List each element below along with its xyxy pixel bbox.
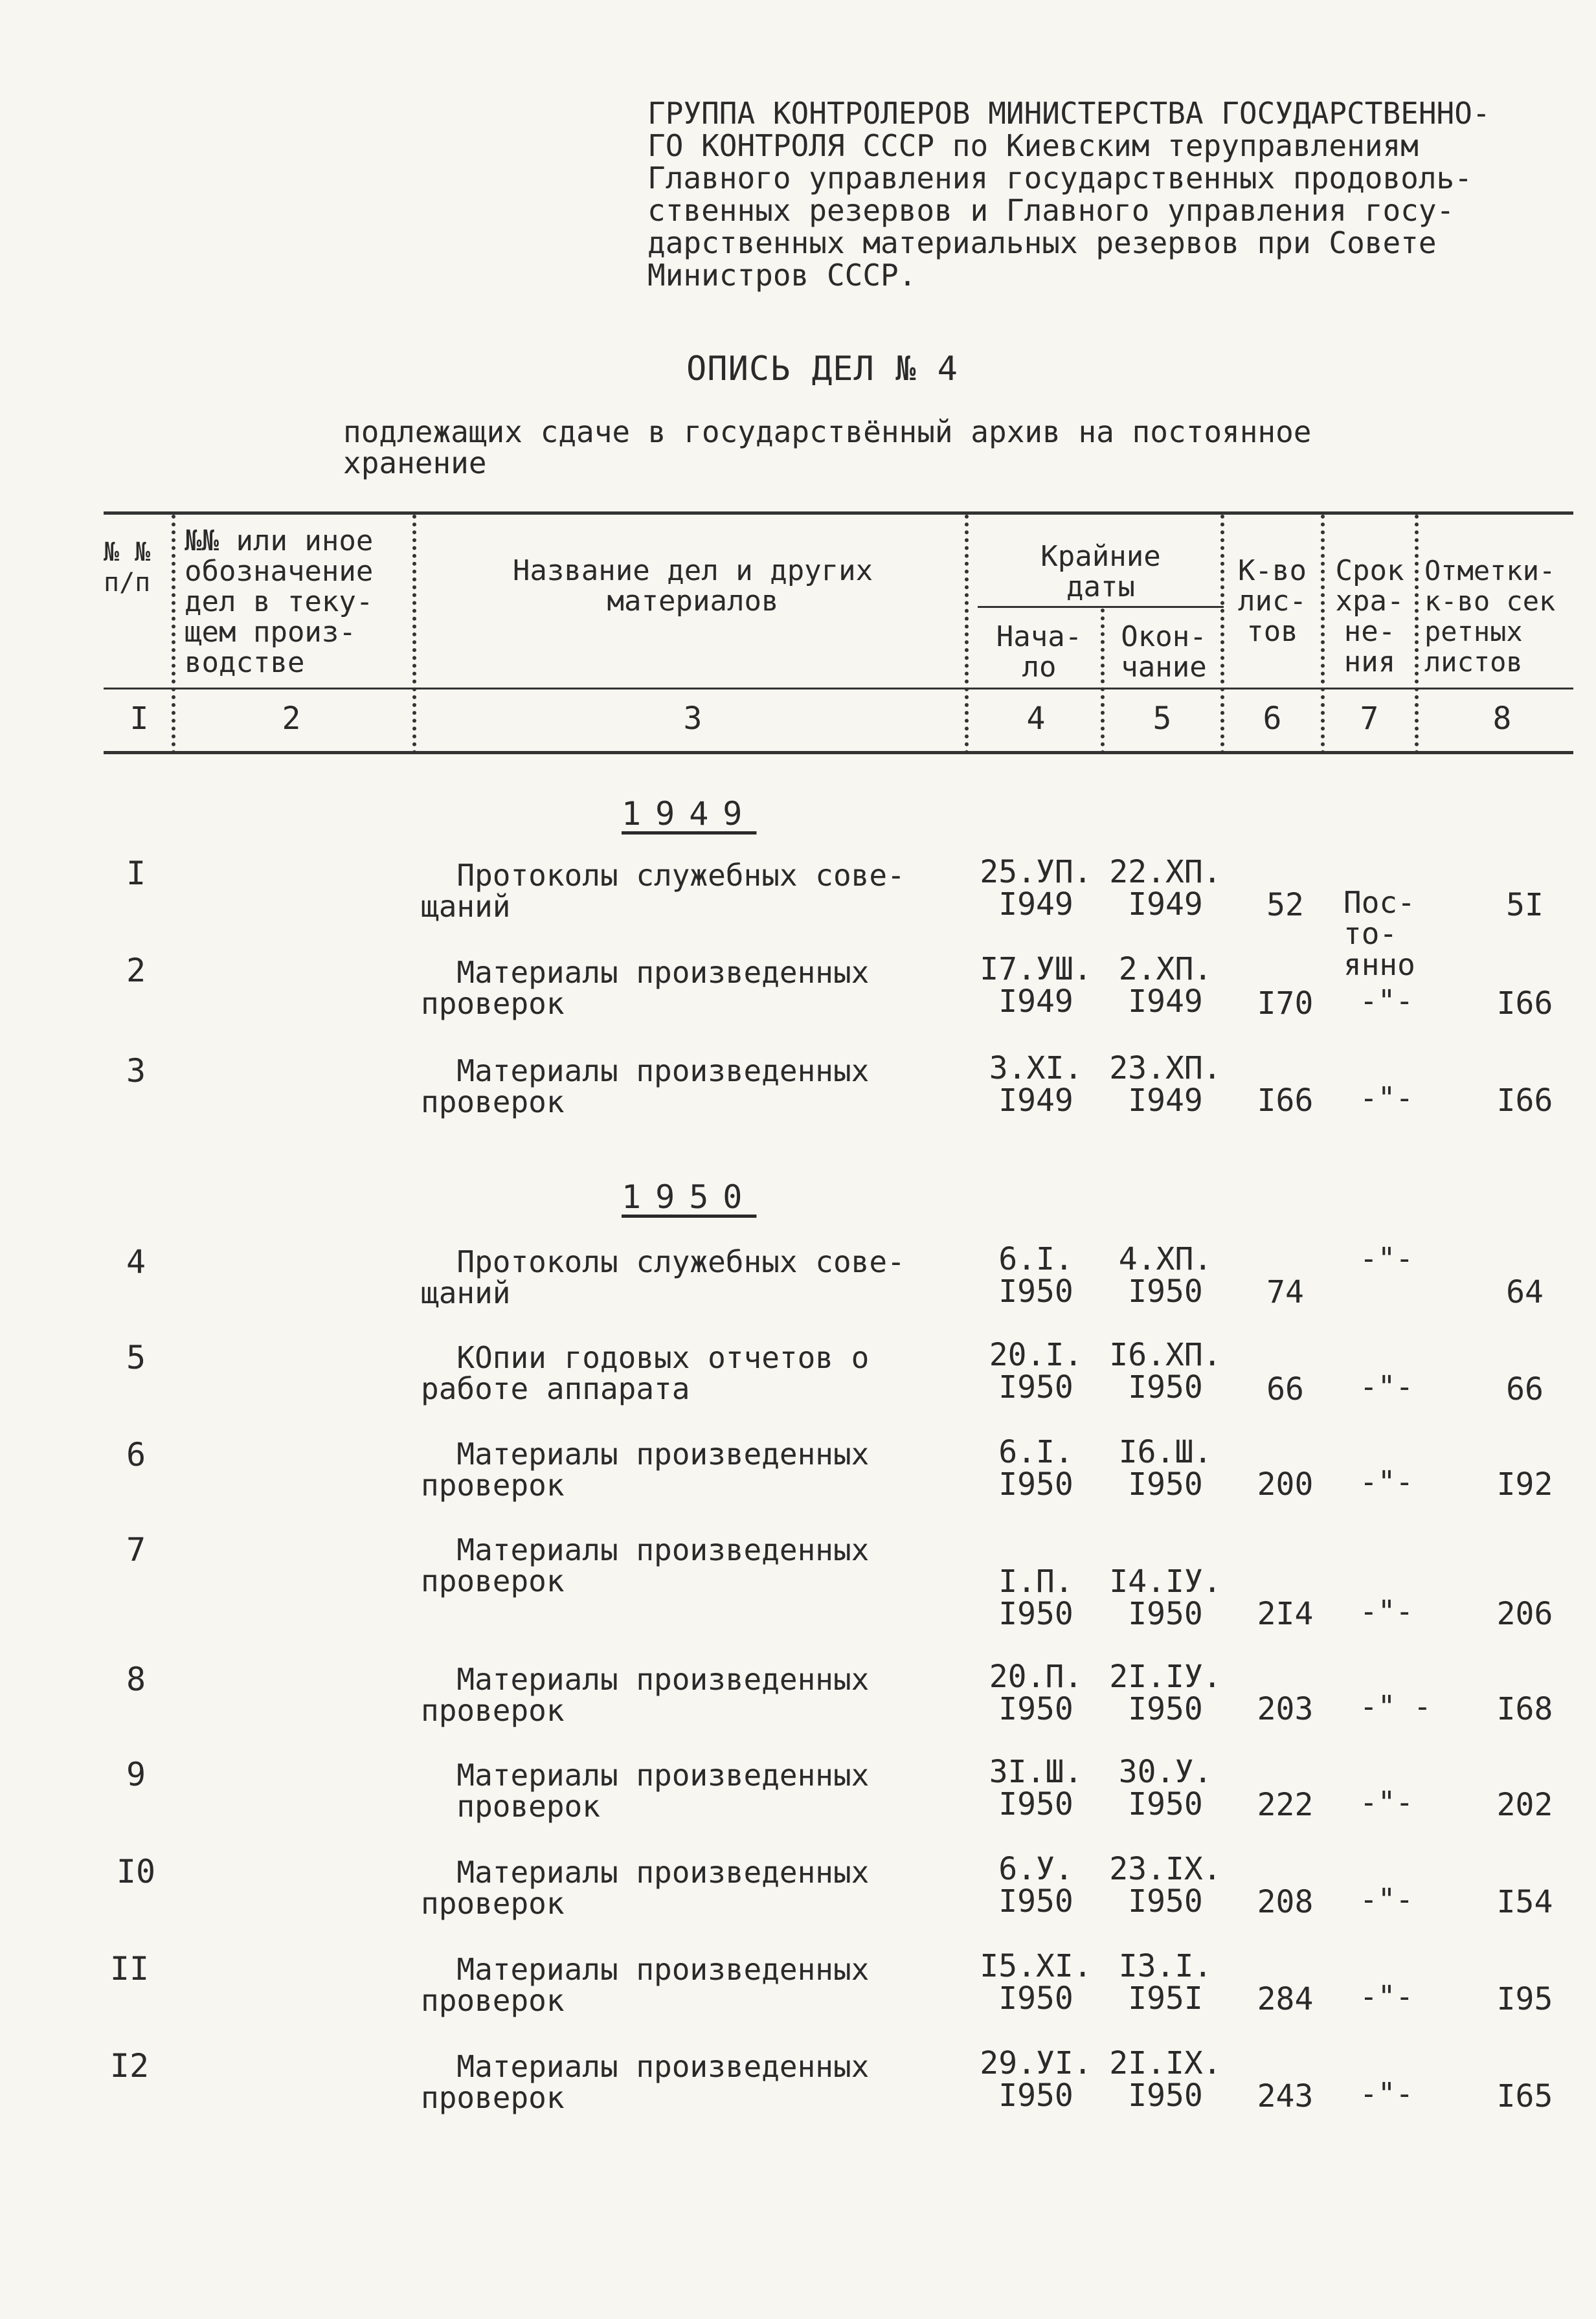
row-start-date: I.П. I950 xyxy=(998,1563,1073,1632)
row-start-date: I7.УШ. I949 xyxy=(980,951,1092,1020)
row-secret-sheets: I65 xyxy=(1496,2078,1553,2114)
row-term: -"- xyxy=(1360,1241,1414,1276)
column-number: I xyxy=(129,700,149,737)
row-term: -"- xyxy=(1360,1594,1414,1629)
row-term: -"- xyxy=(1360,983,1414,1018)
row-start-date: 6.I. I950 xyxy=(998,1434,1073,1503)
row-term: -"- xyxy=(1360,2076,1414,2111)
row-title: КОпии годовых отчетов о работе аппарата xyxy=(421,1340,870,1406)
row-start-date: 25.УП. I949 xyxy=(980,854,1092,923)
row-title: Материалы произведенных проверок xyxy=(421,1855,870,1921)
row-sheets: 74 xyxy=(1266,1274,1304,1310)
row-secret-sheets: 66 xyxy=(1506,1371,1544,1407)
col-header-remarks: Отметки- к-во сек ретных листов xyxy=(1424,555,1556,678)
row-term: -"- xyxy=(1360,1369,1414,1404)
row-term: Пос- то- янно xyxy=(1343,885,1415,982)
row-secret-sheets: 202 xyxy=(1496,1787,1553,1823)
row-sheets: I66 xyxy=(1257,1082,1314,1119)
row-title: Материалы произведенных проверок xyxy=(421,1952,870,2018)
row-start-date: 6.I. I950 xyxy=(998,1241,1073,1310)
row-sheets: 200 xyxy=(1257,1466,1314,1503)
row-end-date: I6.Ш. I950 xyxy=(1118,1434,1213,1503)
column-number: 4 xyxy=(1026,700,1046,737)
row-term: -"- xyxy=(1360,1882,1414,1917)
col-header-sheets: К-во лис- тов xyxy=(1238,554,1307,648)
row-secret-sheets: 206 xyxy=(1496,1596,1553,1632)
header-bottom-rule xyxy=(104,688,1573,689)
row-sheets: 222 xyxy=(1257,1787,1314,1823)
row-end-date: 23.ХП. I949 xyxy=(1109,1050,1222,1119)
row-end-date: 2I.IX. I950 xyxy=(1109,2045,1222,2114)
row-secret-sheets: I54 xyxy=(1496,1884,1553,1920)
dates-divider xyxy=(978,606,1224,608)
row-number: I2 xyxy=(109,2047,150,2085)
row-number: 2 xyxy=(126,952,146,989)
column-number: 3 xyxy=(683,700,702,737)
row-number: II xyxy=(109,1950,150,1988)
row-sheets: 284 xyxy=(1257,1981,1314,2017)
row-end-date: 2.ХП. I949 xyxy=(1118,951,1213,1020)
row-term: -"- xyxy=(1360,1785,1414,1820)
row-number: 9 xyxy=(126,1756,146,1793)
inventory-subtitle: подлежащих сдаче в государствённый архив на постоянное хранение xyxy=(343,414,1312,480)
column-number: 7 xyxy=(1360,700,1379,737)
row-start-date: 20.I. I950 xyxy=(989,1337,1083,1406)
column-number: 6 xyxy=(1263,700,1282,737)
column-number: 2 xyxy=(282,700,301,737)
numbers-bottom-rule xyxy=(104,751,1573,754)
row-number: 4 xyxy=(126,1243,146,1281)
row-title: Материалы произведенных проверок xyxy=(421,1437,870,1503)
column-number: 5 xyxy=(1152,700,1172,737)
row-end-date: 30.У. I950 xyxy=(1118,1754,1213,1822)
row-title: Материалы произведенных проверок xyxy=(421,1662,870,1728)
col-header-term: Срок хра- не- ния xyxy=(1335,554,1404,678)
row-end-date: 2I.IУ. I950 xyxy=(1109,1659,1222,1727)
row-end-date: 4.ХП. I950 xyxy=(1118,1241,1213,1310)
year-heading: 1949 xyxy=(622,795,757,833)
row-title: Материалы произведенных проверок xyxy=(421,2049,870,2115)
row-end-date: 23.IX. I950 xyxy=(1109,1851,1222,1920)
row-start-date: 6.У. I950 xyxy=(998,1851,1073,1920)
row-start-date: 29.УI. I950 xyxy=(980,2045,1092,2114)
row-start-date: 20.П. I950 xyxy=(989,1659,1083,1727)
row-end-date: I4.IУ. I950 xyxy=(1109,1563,1222,1632)
row-sheets: 203 xyxy=(1257,1691,1314,1727)
row-secret-sheets: I66 xyxy=(1496,1082,1553,1119)
row-number: 5 xyxy=(126,1339,146,1376)
row-end-date: I3.I. I95I xyxy=(1118,1948,1213,2017)
row-secret-sheets: I68 xyxy=(1496,1691,1553,1727)
row-number: 6 xyxy=(126,1436,146,1473)
inventory-title: ОПИСЬ ДЕЛ № 4 xyxy=(686,350,958,388)
col-header-number: № № п/п xyxy=(104,537,151,598)
organization-heading: ГРУППА КОНТРОЛЕРОВ МИНИСТЕРСТВА ГОСУДАРСТВЕННО- ГО КОНТРОЛЯ СССР по Киевским теруправлениям Главного управления государственных продоволь- ственных резервов и Главного управления госу- дарственных материальных резервов при Совете Министров СССР. xyxy=(647,96,1490,293)
row-title: Материалы произведенных проверок xyxy=(456,1758,870,1824)
col-header-title: Название дел и других материалов xyxy=(512,554,873,618)
row-sheets: I70 xyxy=(1257,985,1314,1022)
column-number: 8 xyxy=(1492,700,1512,737)
row-end-date: 22.ХП. I949 xyxy=(1109,854,1222,923)
row-term: -" - xyxy=(1360,1689,1432,1724)
row-title: Протоколы служебных сове- щаний xyxy=(421,858,905,924)
col-header-dates: Крайние даты xyxy=(1040,540,1161,603)
row-sheets: 66 xyxy=(1266,1371,1304,1407)
row-number: I xyxy=(126,855,146,892)
row-title: Материалы произведенных проверок xyxy=(421,955,870,1021)
row-sheets: 2I4 xyxy=(1257,1596,1314,1632)
col-header-start: Нача- ло xyxy=(996,620,1083,684)
row-start-date: 3I.Ш. I950 xyxy=(989,1754,1083,1822)
row-title: Материалы произведенных проверок xyxy=(421,1532,870,1598)
col-header-designation: №№ или иное обозначение дел в теку- щем произ- водстве xyxy=(185,524,374,679)
col-header-end: Окон- чание xyxy=(1121,620,1207,684)
row-term: -"- xyxy=(1360,1464,1414,1499)
row-term: -"- xyxy=(1360,1081,1414,1115)
row-title: Протоколы служебных сове- щаний xyxy=(421,1244,905,1310)
row-number: 3 xyxy=(126,1052,146,1090)
row-sheets: 243 xyxy=(1257,2078,1314,2114)
row-secret-sheets: I92 xyxy=(1496,1466,1553,1503)
year-heading: 1950 xyxy=(622,1178,757,1216)
row-secret-sheets: 64 xyxy=(1506,1274,1544,1310)
row-start-date: I5.XI. I950 xyxy=(980,1948,1092,2017)
row-secret-sheets: 5I xyxy=(1506,887,1544,923)
row-sheets: 208 xyxy=(1257,1884,1314,1920)
row-term: -"- xyxy=(1360,1979,1414,2014)
row-start-date: 3.XI. I949 xyxy=(989,1050,1083,1119)
row-title: Материалы произведенных проверок xyxy=(421,1053,870,1119)
row-secret-sheets: I95 xyxy=(1496,1981,1553,2017)
row-number: 7 xyxy=(126,1531,146,1569)
row-end-date: I6.ХП. I950 xyxy=(1109,1337,1222,1406)
row-secret-sheets: I66 xyxy=(1496,985,1553,1022)
row-sheets: 52 xyxy=(1266,887,1304,923)
table-top-rule xyxy=(104,511,1573,515)
row-number: I0 xyxy=(116,1853,156,1890)
row-number: 8 xyxy=(126,1661,146,1698)
